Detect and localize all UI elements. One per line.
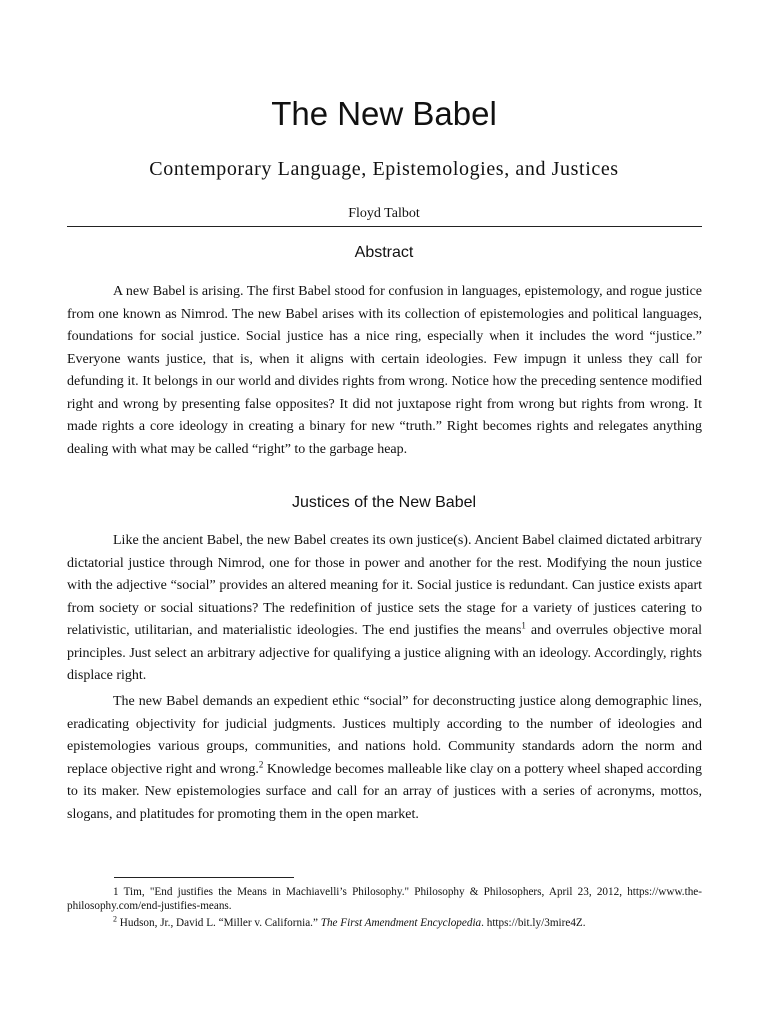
footnote-2-mark: 2: [113, 914, 117, 924]
abstract-paragraph: A new Babel is arising. The first Babel stood for confusion in languages, epistemology, and rogue justice from one known as Nimrod. The new Babel arises with its collection of epistemologies and political languages, foundations for social justice. Social justice has a nice ring, especially when it includes the word “justice.” Everyone wants justice, that is, when it aligns with certain ideologies. Few impugn it unless they call for defunding it. It belongs in our world and divides rights from wrong. Notice how the preceding sentence modified right and wrong by presenting false opposites? It did not juxtapose right from wrong but rights from wrong. It made rights a core ideology in creating a binary for new “truth.” Right becomes rights and relegates anything dealing with what may be called “right” to the garbage heap.: [67, 284, 702, 457]
footnote-ref-2: 2: [258, 758, 264, 769]
footnote-divider: [114, 877, 294, 878]
footnote-1: 1 Tim, "End justifies the Means in Machiavelli’s Philosophy." Philosophy & Philosophers, April 23, 2012, https://www.the-philosophy.com/end-justifies-means.: [67, 886, 702, 912]
footnote-ref-1: 1: [521, 620, 526, 631]
body-paragraph-2-text-b: Knowledge becomes malleable like clay on a pottery wheel shaped according to its maker. New epistemologies surface and call for an array of justices with a series of acronyms, mottos, slogans, and platitudes for promoting them in the open market.: [67, 761, 702, 822]
footnote-2: [67, 916, 702, 930]
body-paragraph-2: [67, 691, 702, 826]
abstract-heading: Abstract: [354, 244, 414, 261]
footnote-2-source-title: The First Amendment Encyclopedia: [320, 917, 482, 929]
footnote-2-text-b: . https://bit.ly/3mire4Z.: [481, 917, 586, 929]
document-title: The New Babel: [271, 95, 497, 132]
body-paragraph-1: [67, 530, 702, 688]
document-subtitle: Contemporary Language, Epistemologies, and Justices: [149, 158, 619, 180]
body-paragraph-1-text-a: Like the ancient Babel, the new Babel creates its own justice(s). Ancient Babel claimed dictated arbitrary dictatorial justice through Nimrod, one for those in power and another for the rest. Modifying the noun justice with the adjective “social” provides an altered meaning for it. Social justice is redundant. Can justice exists apart from society or social situations? The redefinition of justice sets the stage for a variety of justices catering to relativistic, utilitarian, and materialistic ideologies. The end justifies the means: [67, 533, 702, 638]
title-divider: [67, 226, 702, 227]
author-name: Floyd Talbot: [348, 206, 420, 221]
footnote-2-text-a: Hudson, Jr., David L. “Miller v. California.”: [117, 917, 321, 929]
body-paragraph-2-text-a: The new Babel demands an expedient ethic “social” for deconstructing justice along demographic lines, eradicating objectivity for judicial judgments. Justices multiply according to the number of ideologies and epistemologies various groups, communities, and nations hold. Community standards adorn the norm and replace objective right and wrong.: [67, 694, 702, 777]
section-heading: Justices of the New Babel: [291, 494, 477, 511]
body-paragraph-1-text-b: and overrules objective moral principles. Just select an arbitrary adjective for qualifying a justice aligning with an ideology. Accordingly, rights displace right.: [67, 623, 702, 683]
